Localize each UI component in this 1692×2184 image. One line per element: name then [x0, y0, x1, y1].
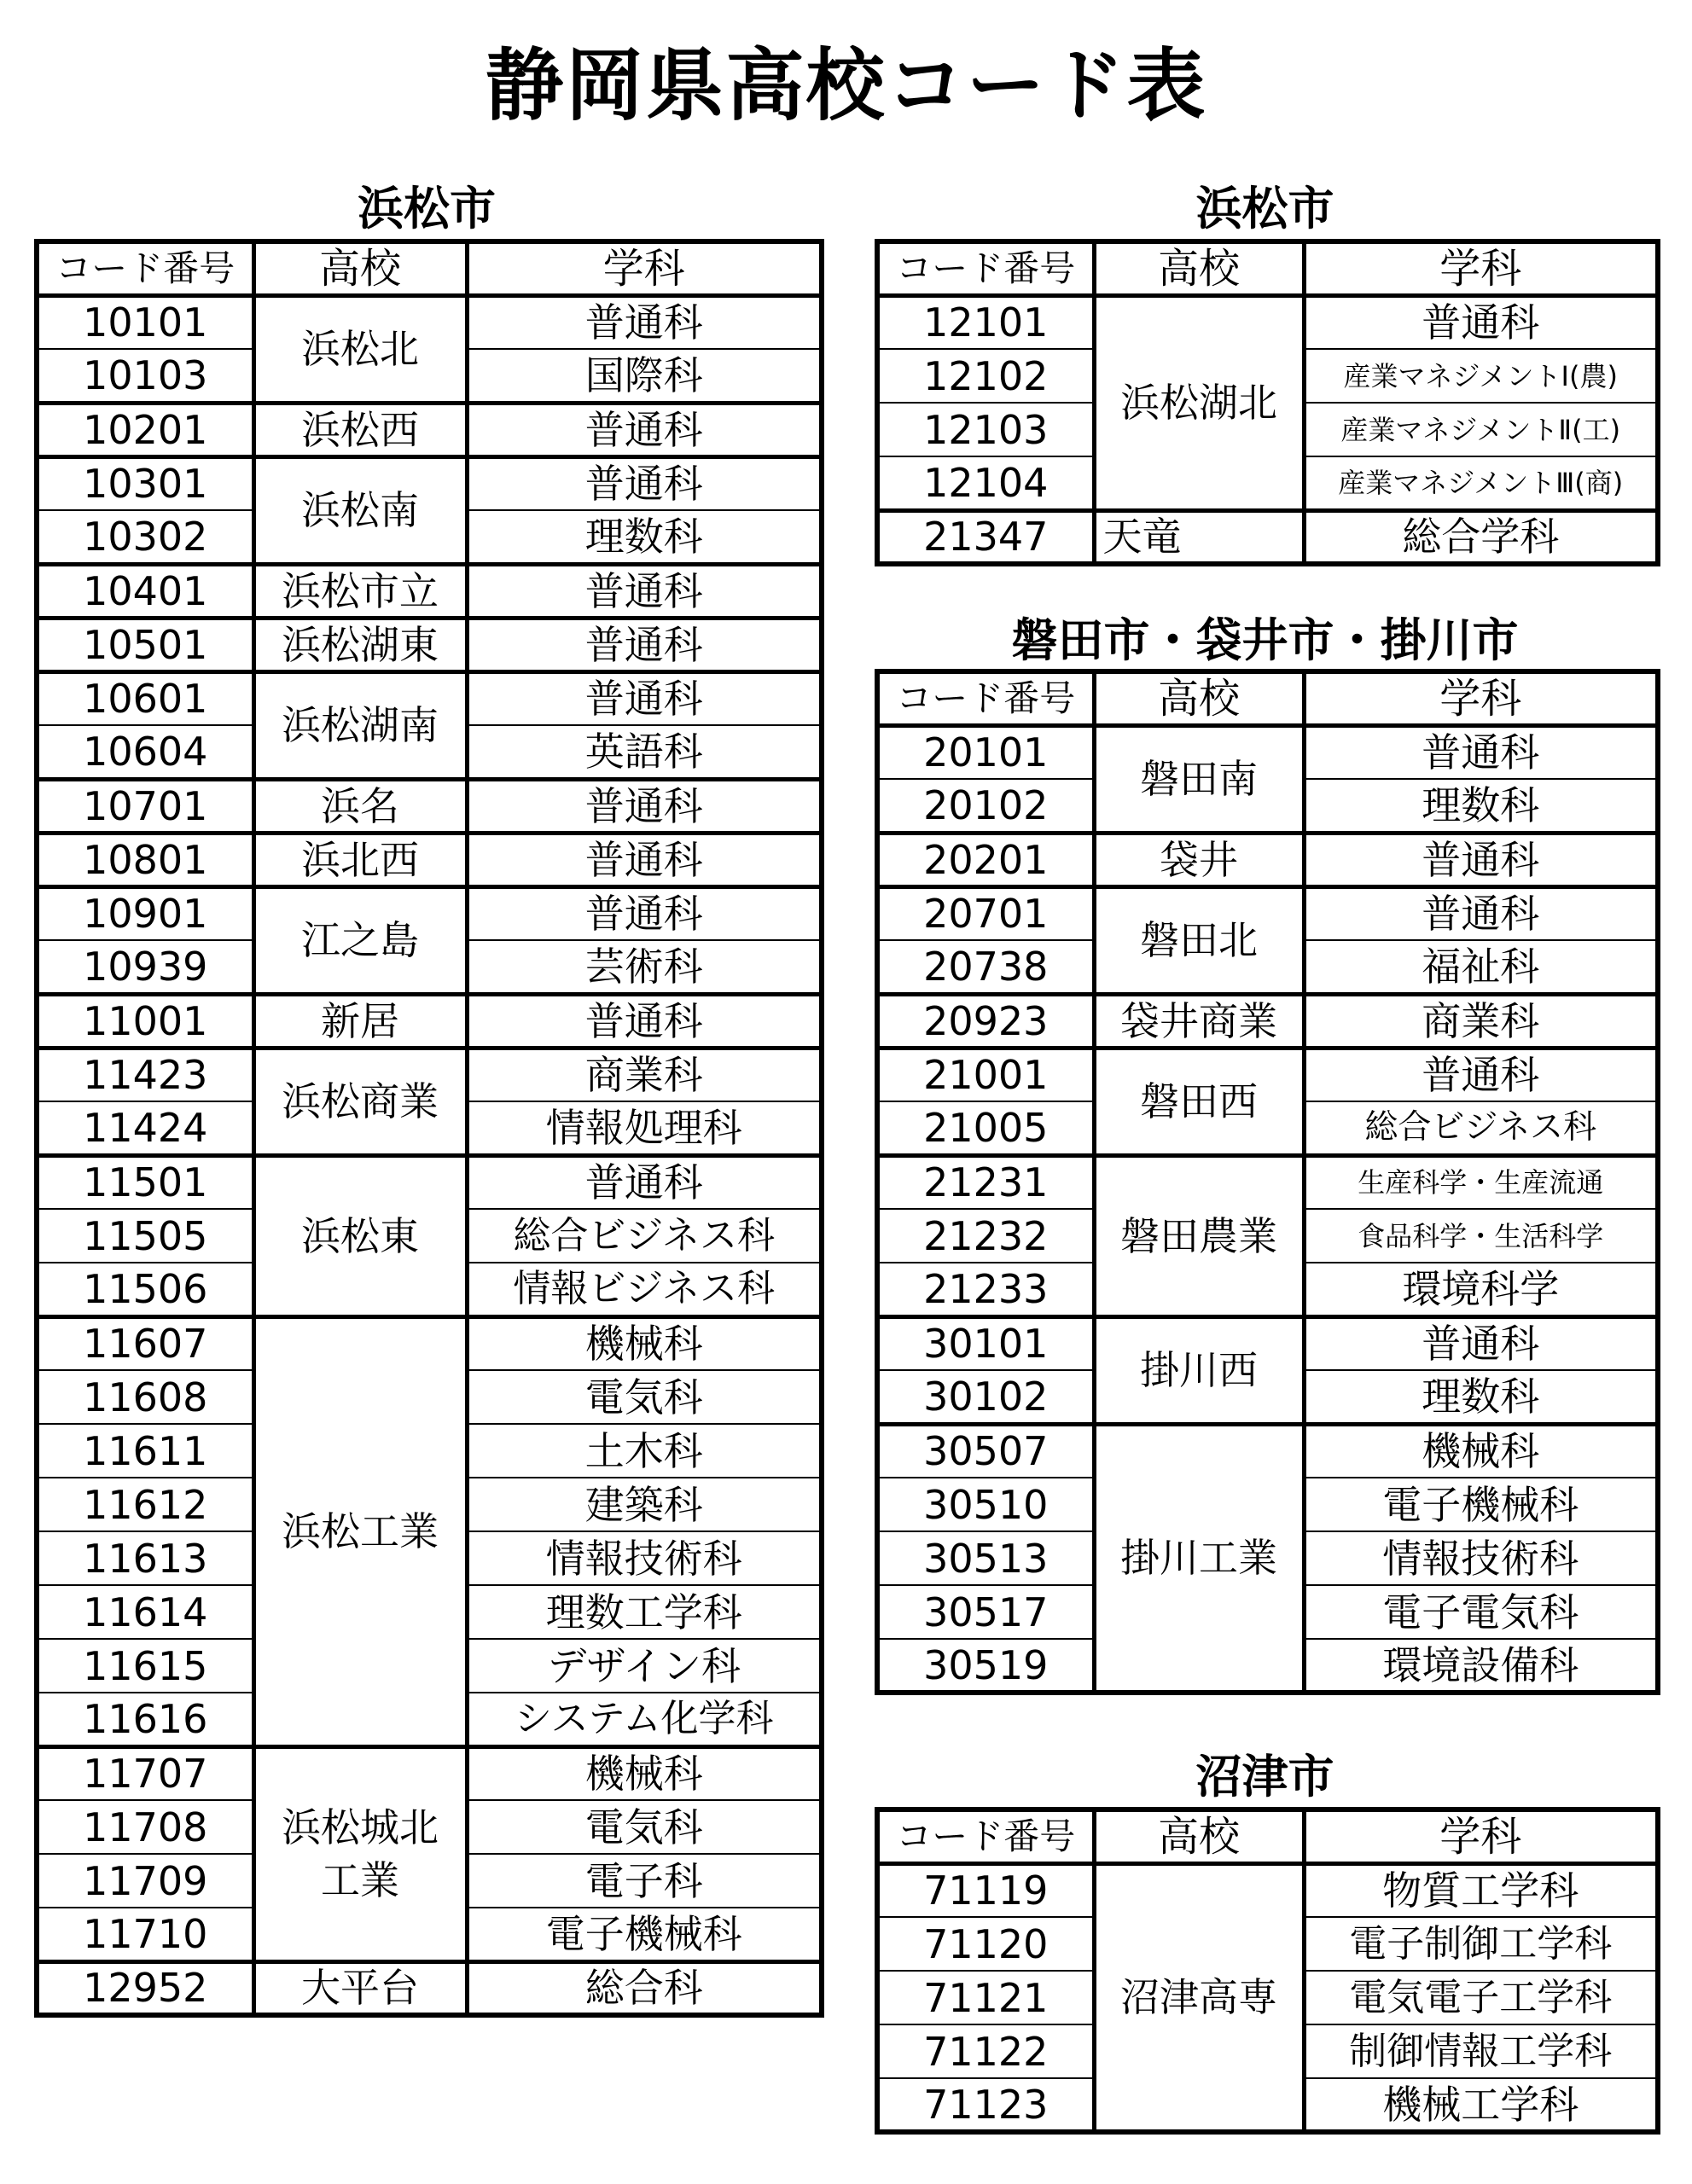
course-cell: 理数工学科	[467, 1585, 822, 1639]
table-row	[37, 1155, 822, 1209]
school-name-line-1: 浜松城北	[282, 1804, 439, 1850]
code-cell: 11614	[37, 1585, 253, 1639]
school-cell: 浜北西	[253, 833, 467, 886]
code-cell: 11608	[37, 1370, 253, 1424]
code-cell: 10101	[37, 295, 253, 349]
code-cell: 10801	[37, 833, 253, 886]
table-row	[877, 1424, 1658, 1478]
code-cell: 20701	[877, 886, 1094, 940]
table-row	[37, 779, 822, 833]
course-cell: 電子制御工学科	[1304, 1917, 1658, 1971]
course-cell: 機械科	[467, 1316, 822, 1370]
course-cell: 普通科	[467, 833, 822, 886]
school-cell: 浜松湖東	[253, 618, 467, 671]
code-cell: 11501	[37, 1155, 253, 1209]
course-cell: 総合ビジネス科	[1304, 1101, 1658, 1155]
code-cell: 10501	[37, 618, 253, 671]
code-cell: 11707	[37, 1746, 253, 1800]
school-cell: 浜松市立	[253, 564, 467, 618]
school-name-line-2: 工業	[321, 1857, 399, 1903]
table-row	[877, 725, 1658, 779]
course-cell: 電子機械科	[1304, 1478, 1658, 1531]
code-cell: 11709	[37, 1854, 253, 1908]
header-code: コード番号	[877, 241, 1094, 295]
numazu-code-table	[875, 1807, 1660, 2135]
school-cell: 大平台	[253, 1961, 467, 2015]
school-cell: 浜松南	[253, 456, 467, 564]
course-cell: 普通科	[1304, 1048, 1658, 1101]
table-row	[877, 1316, 1658, 1370]
code-cell: 10201	[37, 403, 253, 456]
table-row	[37, 295, 822, 349]
header-course: 学科	[1304, 241, 1658, 295]
hamamatsu-code-table	[34, 239, 824, 2018]
course-cell: 普通科	[467, 456, 822, 510]
course-cell: 英語科	[467, 725, 822, 779]
table-row	[877, 886, 1658, 940]
code-cell: 71119	[877, 1863, 1094, 1917]
course-cell: 普通科	[467, 994, 822, 1048]
table-row	[37, 886, 822, 940]
school-cell: 天竜	[1094, 510, 1304, 564]
code-cell: 11423	[37, 1048, 253, 1101]
course-cell: 普通科	[1304, 833, 1658, 886]
school-cell	[253, 1746, 467, 1961]
code-cell: 20101	[877, 725, 1094, 779]
table-header-row	[37, 241, 822, 295]
header-course: 学科	[467, 241, 822, 295]
course-cell: 商業科	[467, 1048, 822, 1101]
school-cell: 浜松東	[253, 1155, 467, 1316]
course-cell: 理数科	[467, 510, 822, 564]
course-cell: 電気科	[467, 1800, 822, 1854]
code-cell: 30507	[877, 1424, 1094, 1478]
code-cell: 30102	[877, 1370, 1094, 1424]
school-cell: 掛川西	[1094, 1316, 1304, 1424]
course-cell: 普通科	[467, 886, 822, 940]
school-cell: 江之島	[253, 886, 467, 994]
table-row	[37, 618, 822, 671]
course-cell: 理数科	[1304, 1370, 1658, 1424]
school-cell: 沼津高専	[1094, 1863, 1304, 2132]
code-cell: 11506	[37, 1263, 253, 1316]
course-cell: 建築科	[467, 1478, 822, 1531]
header-code: コード番号	[37, 241, 253, 295]
table-row	[37, 1746, 822, 1800]
course-cell: 環境科学	[1304, 1263, 1658, 1316]
code-cell: 11615	[37, 1639, 253, 1693]
course-cell: 制御情報工学科	[1304, 2024, 1658, 2078]
code-cell: 11424	[37, 1101, 253, 1155]
table-row	[877, 1155, 1658, 1209]
table-row	[37, 1048, 822, 1101]
table-row	[37, 403, 822, 456]
table-row	[37, 671, 822, 725]
code-cell: 71120	[877, 1917, 1094, 1971]
course-cell: 情報技術科	[467, 1531, 822, 1585]
page-title: 静岡県高校コード表	[485, 39, 1207, 131]
code-cell: 11708	[37, 1800, 253, 1854]
table-row	[877, 833, 1658, 886]
code-cell: 30101	[877, 1316, 1094, 1370]
course-cell: 普通科	[1304, 886, 1658, 940]
section-title-numazu: 沼津市	[1195, 1749, 1334, 1804]
school-cell: 浜名	[253, 779, 467, 833]
header-code: コード番号	[877, 1809, 1094, 1863]
course-cell: 普通科	[467, 295, 822, 349]
code-cell: 11612	[37, 1478, 253, 1531]
course-cell: 情報技術科	[1304, 1531, 1658, 1585]
course-cell: 理数科	[1304, 779, 1658, 833]
code-cell: 10901	[37, 886, 253, 940]
course-cell: 情報ビジネス科	[467, 1263, 822, 1316]
course-cell: 国際科	[467, 349, 822, 403]
course-cell: 産業マネジメントⅢ(商)	[1304, 456, 1658, 510]
course-cell: 普通科	[467, 403, 822, 456]
course-cell: 土木科	[467, 1424, 822, 1478]
code-cell: 11613	[37, 1531, 253, 1585]
course-cell: 普通科	[467, 671, 822, 725]
code-cell: 30517	[877, 1585, 1094, 1639]
course-cell: 普通科	[467, 564, 822, 618]
course-cell: 普通科	[1304, 1316, 1658, 1370]
code-cell: 30513	[877, 1531, 1094, 1585]
table-row	[877, 1048, 1658, 1101]
header-course: 学科	[1304, 1809, 1658, 1863]
header-school: 高校	[1094, 1809, 1304, 1863]
code-cell: 21232	[877, 1209, 1094, 1263]
course-cell: 機械科	[467, 1746, 822, 1800]
school-cell: 磐田農業	[1094, 1155, 1304, 1316]
code-cell: 10701	[37, 779, 253, 833]
code-cell: 12952	[37, 1961, 253, 2015]
code-cell: 20102	[877, 779, 1094, 833]
course-cell: 普通科	[467, 1155, 822, 1209]
code-cell: 11505	[37, 1209, 253, 1263]
table-header-row	[877, 241, 1658, 295]
school-cell: 掛川工業	[1094, 1424, 1304, 1693]
code-cell: 10401	[37, 564, 253, 618]
course-cell: 福祉科	[1304, 940, 1658, 994]
iwata-fukuroi-kakegawa-code-table	[875, 669, 1660, 1695]
table-row	[877, 994, 1658, 1048]
code-cell: 10604	[37, 725, 253, 779]
table-row	[877, 510, 1658, 564]
code-cell: 12104	[877, 456, 1094, 510]
table-header-row	[877, 671, 1658, 725]
school-cell: 浜松商業	[253, 1048, 467, 1155]
table-row	[37, 994, 822, 1048]
school-cell: 磐田西	[1094, 1048, 1304, 1155]
code-cell: 71121	[877, 1971, 1094, 2024]
school-cell: 浜松北	[253, 295, 467, 403]
table-row	[37, 564, 822, 618]
course-cell: 電子科	[467, 1854, 822, 1908]
course-cell: 総合学科	[1304, 510, 1658, 564]
code-cell: 21001	[877, 1048, 1094, 1101]
code-cell: 11616	[37, 1693, 253, 1746]
course-cell: 情報処理科	[467, 1101, 822, 1155]
code-cell: 21347	[877, 510, 1094, 564]
course-cell: 物質工学科	[1304, 1863, 1658, 1917]
course-cell: 電子機械科	[467, 1908, 822, 1961]
course-cell: 機械科	[1304, 1424, 1658, 1478]
code-cell: 11611	[37, 1424, 253, 1478]
course-cell: システム化学科	[467, 1693, 822, 1746]
school-cell: 袋井商業	[1094, 994, 1304, 1048]
school-cell: 浜松湖北	[1094, 295, 1304, 510]
section-title-hamamatsu-2: 浜松市	[1195, 181, 1334, 235]
code-cell: 10601	[37, 671, 253, 725]
course-cell: デザイン科	[467, 1639, 822, 1693]
code-cell: 30510	[877, 1478, 1094, 1531]
course-cell: 芸術科	[467, 940, 822, 994]
school-cell: 新居	[253, 994, 467, 1048]
code-cell: 10301	[37, 456, 253, 510]
course-cell: 産業マネジメントⅡ(工)	[1304, 403, 1658, 456]
school-cell: 袋井	[1094, 833, 1304, 886]
code-cell: 21233	[877, 1263, 1094, 1316]
section-title-iwata-fukuroi-kakegawa: 磐田市・袋井市・掛川市	[1011, 613, 1519, 667]
course-cell: 生産科学・生産流通	[1304, 1155, 1658, 1209]
course-cell: 電気科	[467, 1370, 822, 1424]
code-cell: 21005	[877, 1101, 1094, 1155]
code-cell: 12101	[877, 295, 1094, 349]
code-cell: 20201	[877, 833, 1094, 886]
school-cell: 浜松西	[253, 403, 467, 456]
header-school: 高校	[1094, 671, 1304, 725]
course-cell: 電子電気科	[1304, 1585, 1658, 1639]
table-row	[37, 456, 822, 510]
section-title-hamamatsu: 浜松市	[358, 181, 496, 235]
code-cell: 71122	[877, 2024, 1094, 2078]
course-cell: 電気電子工学科	[1304, 1971, 1658, 2024]
course-cell: 機械工学科	[1304, 2078, 1658, 2132]
code-cell: 10103	[37, 349, 253, 403]
code-cell: 30519	[877, 1639, 1094, 1693]
course-cell: 普通科	[467, 779, 822, 833]
course-cell: 商業科	[1304, 994, 1658, 1048]
course-cell: 普通科	[1304, 725, 1658, 779]
course-cell: 産業マネジメントⅠ(農)	[1304, 349, 1658, 403]
code-cell: 11001	[37, 994, 253, 1048]
table-header-row	[877, 1809, 1658, 1863]
course-cell: 普通科	[467, 618, 822, 671]
table-row	[877, 1863, 1658, 1917]
code-cell: 12103	[877, 403, 1094, 456]
code-cell: 11607	[37, 1316, 253, 1370]
code-cell: 20923	[877, 994, 1094, 1048]
course-cell: 総合ビジネス科	[467, 1209, 822, 1263]
course-cell: 総合科	[467, 1961, 822, 2015]
code-cell: 21231	[877, 1155, 1094, 1209]
course-cell: 環境設備科	[1304, 1639, 1658, 1693]
course-cell: 食品科学・生活科学	[1304, 1209, 1658, 1263]
school-cell: 磐田南	[1094, 725, 1304, 833]
table-row	[37, 1961, 822, 2015]
school-cell: 浜松湖南	[253, 671, 467, 779]
header-school: 高校	[1094, 241, 1304, 295]
code-cell: 11710	[37, 1908, 253, 1961]
table-row	[877, 295, 1658, 349]
code-cell: 20738	[877, 940, 1094, 994]
hamamatsu-kohoku-code-table	[875, 239, 1660, 566]
header-code: コード番号	[877, 671, 1094, 725]
code-cell: 71123	[877, 2078, 1094, 2132]
header-course: 学科	[1304, 671, 1658, 725]
school-cell: 浜松工業	[253, 1316, 467, 1746]
code-cell: 12102	[877, 349, 1094, 403]
school-cell: 磐田北	[1094, 886, 1304, 994]
header-school: 高校	[253, 241, 467, 295]
code-cell: 10939	[37, 940, 253, 994]
course-cell: 普通科	[1304, 295, 1658, 349]
table-row	[37, 1316, 822, 1370]
code-cell: 10302	[37, 510, 253, 564]
table-row	[37, 833, 822, 886]
